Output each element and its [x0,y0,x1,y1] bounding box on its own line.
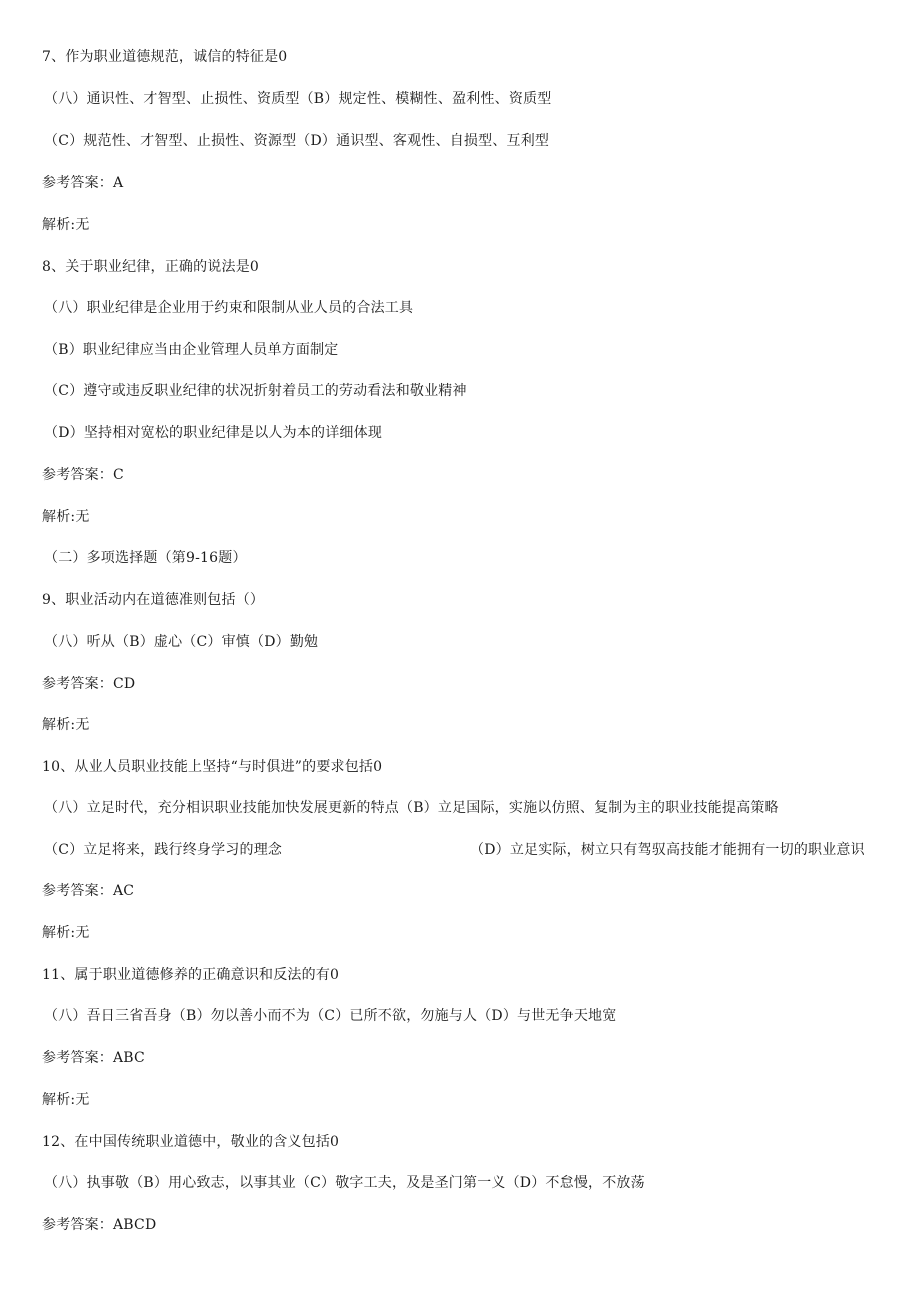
question-7-analysis: 解析:无 [42,217,90,233]
question-8-option-c: （C）遵守或违反职业纪律的状况折射着员工的劳动看法和敬业精神 [44,383,467,399]
question-9-answer: 参考答案：CD [42,676,136,692]
question-11-options: （八）吾日三省吾身（B）勿以善小而不为（C）已所不欲，勿施与人（D）与世无争天地宽 [44,1008,617,1024]
question-9-analysis: 解析:无 [42,717,90,733]
question-9-options: （八）听从（B）虚心（C）审慎（D）勤勉 [44,634,319,650]
question-12: 12、在中国传统职业道德中，敬业的含义包括0 [42,1134,340,1150]
question-12-options: （八）执事敬（B）用心致志，以事其业（C）敬字工夫，及是圣门第一义（D）不怠慢，不放荡 [44,1175,645,1191]
question-8-analysis: 解析:无 [42,509,90,525]
question-8-option-a: （八）职业纪律是企业用于约束和限制从业人员的合法工具 [44,300,414,316]
question-10-options-a-b: （八）立足时代，充分相识职业技能加快发展更新的特点（B）立足国际，实施以仿照、复制为主的职业技能提高策略 [44,800,779,816]
question-8-answer: 参考答案：C [42,467,124,483]
question-8-option-b: （B）职业纪律应当由企业管理人员单方面制定 [44,342,339,358]
question-8-option-d: （D）坚持相对宽松的职业纪律是以人为本的详细体现 [44,425,383,441]
question-7: 7、作为职业道德规范，诚信的特征是0 [42,49,288,65]
question-11: 11、属于职业道德修养的正确意识和反法的有0 [42,967,340,983]
question-9: 9、职业活动内在道德准则包括（） [42,592,265,608]
question-7-options-a-b: （八）通识性、才智型、止损性、资质型（B）规定性、模糊性、盈利性、资质型 [44,91,552,107]
question-10-answer: 参考答案：AC [42,883,135,899]
question-10-options-c-d [44,840,874,860]
question-8: 8、关于职业纪律，正确的说法是0 [42,259,260,275]
question-11-answer: 参考答案：ABC [42,1050,145,1066]
question-7-options-c-d: （C）规范性、才智型、止损性、资源型（D）通识型、客观性、自损型、互利型 [44,133,550,149]
question-10: 10、从业人员职业技能上坚持“与时俱进”的要求包括0 [42,759,383,775]
question-10-option-d: （D）立足实际，树立只有驾驭高技能才能拥有一切的职业意识 [470,842,865,858]
question-7-answer: 参考答案：A [42,175,124,191]
question-10-analysis: 解析:无 [42,925,90,941]
question-11-analysis: 解析:无 [42,1092,90,1108]
question-10-option-c: （C）立足将来，践行终身学习的理念 [44,842,283,858]
question-12-answer: 参考答案：ABCD [42,1217,157,1233]
section-heading: （二）多项选择题（第9-16题） [44,550,247,566]
